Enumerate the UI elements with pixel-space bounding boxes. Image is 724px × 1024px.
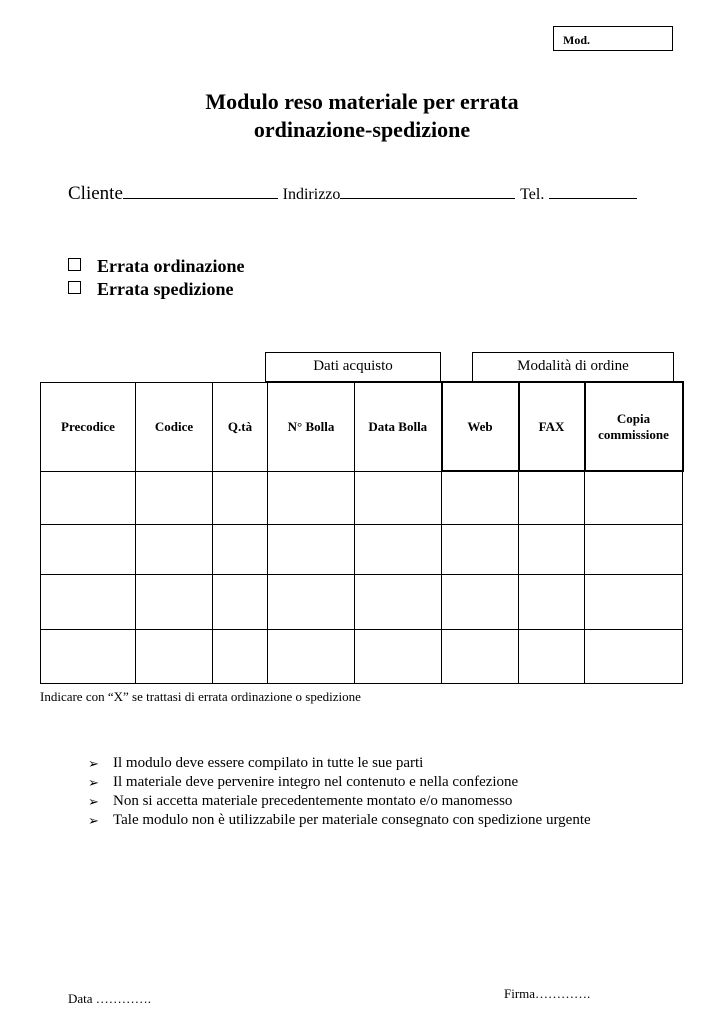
rule-text: Il modulo deve essere compilato in tutte le sue parti [113, 755, 424, 771]
firma-field[interactable]: Firma…………. [504, 986, 591, 1001]
table-row [41, 471, 683, 524]
table-cell[interactable] [213, 574, 268, 629]
table-cell[interactable] [268, 629, 355, 683]
table-cell[interactable] [41, 524, 136, 574]
instruction-note: Indicare con “X” se trattasi di errata ordinazione o spedizione [40, 689, 361, 704]
col-codice: Codice [136, 382, 213, 471]
col-web: Web [442, 382, 519, 471]
tel-field[interactable] [549, 184, 637, 199]
table-cell[interactable] [519, 574, 585, 629]
checkbox-icon[interactable] [68, 281, 81, 294]
mod-label: Mod. [563, 33, 590, 47]
rules-list [88, 754, 628, 830]
list-item [88, 773, 628, 792]
table-cell[interactable] [136, 629, 213, 683]
table-cell[interactable] [213, 524, 268, 574]
option-errata-ordinazione[interactable] [68, 256, 244, 277]
title-line-2: ordinazione-spedizione [253, 117, 471, 142]
return-items-table [40, 381, 684, 684]
rule-text: Non si accetta materiale precedentemente montato e/o manomesso [113, 793, 513, 809]
mod-box [553, 26, 673, 51]
list-item [88, 754, 628, 773]
table-cell[interactable] [442, 629, 519, 683]
table-cell[interactable] [268, 471, 355, 524]
table-cell[interactable] [41, 574, 136, 629]
cliente-label: Cliente [68, 183, 123, 204]
table-cell[interactable] [268, 524, 355, 574]
arrow-bullet-icon: ➢ [88, 775, 99, 790]
table-cell[interactable] [355, 524, 442, 574]
rule-text: Il materiale deve pervenire integro nel contenuto e nella confezione [113, 774, 519, 790]
table-row [41, 629, 683, 683]
table-cell[interactable] [136, 471, 213, 524]
table-cell[interactable] [41, 471, 136, 524]
table-cell[interactable] [41, 629, 136, 683]
list-item [88, 811, 628, 830]
checkbox-icon[interactable] [68, 258, 81, 271]
cliente-field[interactable] [123, 184, 278, 199]
col-data-bolla: Data Bolla [355, 382, 442, 471]
option-label: Errata ordinazione [97, 256, 245, 276]
table-cell[interactable] [355, 471, 442, 524]
document-title [0, 88, 724, 144]
data-field[interactable]: Data …………. [68, 991, 152, 1006]
table-cell[interactable] [355, 574, 442, 629]
modalita-ordine-header [472, 352, 674, 382]
table-cell[interactable] [585, 629, 683, 683]
modalita-ordine-label: Modalità di ordine [517, 358, 629, 374]
table-cell[interactable] [213, 629, 268, 683]
indirizzo-field[interactable] [340, 184, 515, 199]
rule-text: Tale modulo non è utilizzabile per materiale consegnato con spedizione urgente [113, 812, 591, 828]
option-errata-spedizione[interactable] [68, 279, 234, 300]
dati-acquisto-label: Dati acquisto [313, 358, 393, 374]
table-cell[interactable] [213, 471, 268, 524]
col-quantita: Q.tà [213, 382, 268, 471]
col-copia-commissione: Copia commissione [585, 382, 683, 471]
table-cell[interactable] [136, 524, 213, 574]
table-cell[interactable] [585, 471, 683, 524]
table-cell[interactable] [442, 574, 519, 629]
dati-acquisto-header [265, 352, 441, 382]
arrow-bullet-icon: ➢ [88, 813, 99, 828]
col-fax: FAX [519, 382, 585, 471]
table-header-row [41, 382, 683, 471]
table-cell[interactable] [136, 574, 213, 629]
table-cell[interactable] [442, 524, 519, 574]
table-cell[interactable] [268, 574, 355, 629]
table-cell[interactable] [519, 629, 585, 683]
client-info-line [68, 183, 637, 205]
table-cell[interactable] [519, 471, 585, 524]
arrow-bullet-icon: ➢ [88, 756, 99, 771]
table-row [41, 574, 683, 629]
col-numero-bolla: N° Bolla [268, 382, 355, 471]
indirizzo-label: Indirizzo [282, 186, 341, 203]
col-precodice: Precodice [41, 382, 136, 471]
list-item [88, 792, 628, 811]
table-cell[interactable] [442, 471, 519, 524]
table-cell[interactable] [585, 574, 683, 629]
option-label: Errata spedizione [97, 279, 234, 299]
arrow-bullet-icon: ➢ [88, 794, 99, 809]
table-cell[interactable] [519, 524, 585, 574]
title-line-1: Modulo reso materiale per errata [205, 89, 519, 114]
table-cell[interactable] [355, 629, 442, 683]
tel-label: Tel. [520, 186, 545, 203]
table-row [41, 524, 683, 574]
table-cell[interactable] [585, 524, 683, 574]
